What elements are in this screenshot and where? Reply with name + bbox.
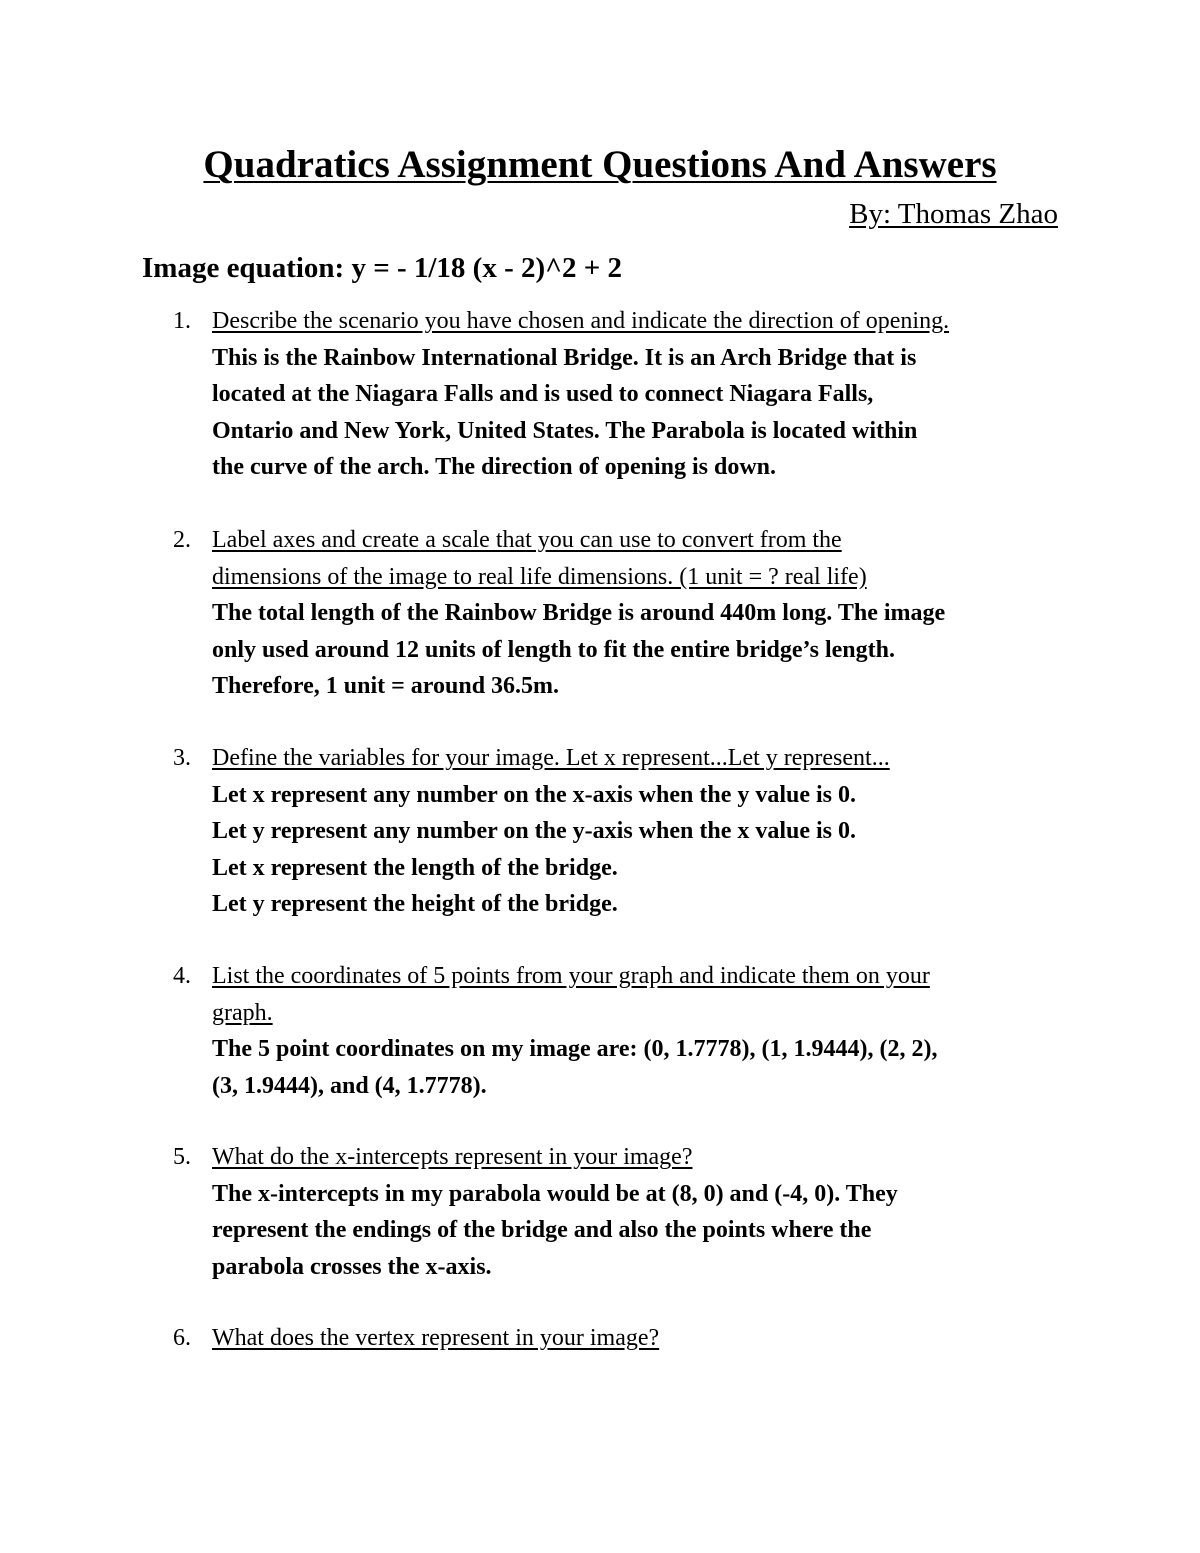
answer-line: represent the endings of the bridge and also the points where the: [212, 1217, 872, 1243]
answer-line: This is the Rainbow International Bridge. It is an Arch Bridge that is: [212, 344, 917, 371]
question-answer: [212, 777, 1072, 923]
prompt-line: Label axes and create a scale that you can use to convert from the: [212, 527, 842, 553]
question-answer: [212, 340, 1072, 486]
answer-line: The 5 point coordinates on my image are: (0, 1.7778), (1, 1.9444), (2, 2),: [212, 1036, 938, 1062]
question-number: 6.: [173, 1325, 191, 1351]
question-prompt: [212, 1320, 1072, 1357]
image-equation: Image equation: y = - 1/18 (x - 2)^2 + 2: [142, 252, 623, 284]
question-prompt: [212, 740, 1072, 777]
prompt-line: graph.: [212, 999, 273, 1026]
answer-line: Let x represent the length of the bridge.: [212, 854, 618, 881]
prompt-line: Describe the scenario you have chosen and indicate the direction of opening.: [212, 308, 950, 334]
answer-line: The total length of the Rainbow Bridge is around 440m long. The image: [212, 600, 946, 626]
question-answer: [212, 1176, 1072, 1286]
question-number: 1.: [173, 308, 191, 334]
answer-line: Let x represent any number on the x-axis when the y value is 0.: [212, 781, 857, 808]
answer-line: only used around 12 units of length to fit the entire bridge’s length.: [212, 636, 895, 663]
answer-line: parabola crosses the x-axis.: [212, 1253, 492, 1280]
question-number: 3.: [173, 745, 191, 771]
question-prompt: [212, 303, 1072, 340]
prompt-line: dimensions of the image to real life dimensions. (1 unit = ? real life): [212, 563, 867, 590]
answer-line: Ontario and New York, United States. The Parabola is located within: [212, 417, 918, 444]
question-number: 4.: [173, 963, 191, 989]
question-number: 5.: [173, 1144, 191, 1170]
author-byline: By: Thomas Zhao: [849, 198, 1058, 230]
answer-line: The x-intercepts in my parabola would be at (8, 0) and (-4, 0). They: [212, 1180, 898, 1207]
question-prompt: [212, 522, 1072, 595]
answer-line: the curve of the arch. The direction of opening is down.: [212, 454, 777, 480]
answer-line: located at the Niagara Falls and is used to connect Niagara Falls,: [212, 381, 874, 407]
answer-line: Therefore, 1 unit = around 36.5m.: [212, 673, 560, 699]
question-answer: [212, 595, 1072, 705]
answer-line: (3, 1.9444), and (4, 1.7778).: [212, 1072, 487, 1099]
question-answer: [212, 1031, 1072, 1104]
prompt-line: List the coordinates of 5 points from your graph and indicate them on your: [212, 963, 930, 989]
answer-line: Let y represent any number on the y-axis when the x value is 0.: [212, 818, 857, 844]
question-prompt: [212, 958, 1072, 1031]
prompt-line: What does the vertex represent in your image?: [212, 1325, 660, 1351]
question-prompt: [212, 1139, 1072, 1176]
question-number: 2.: [173, 527, 191, 553]
document-title: Quadratics Assignment Questions And Answers: [203, 143, 997, 186]
prompt-line: Define the variables for your image. Let x represent...Let y represent...: [212, 745, 890, 771]
answer-line: Let y represent the height of the bridge.: [212, 891, 618, 917]
prompt-line: What do the x-intercepts represent in your image?: [212, 1144, 693, 1170]
